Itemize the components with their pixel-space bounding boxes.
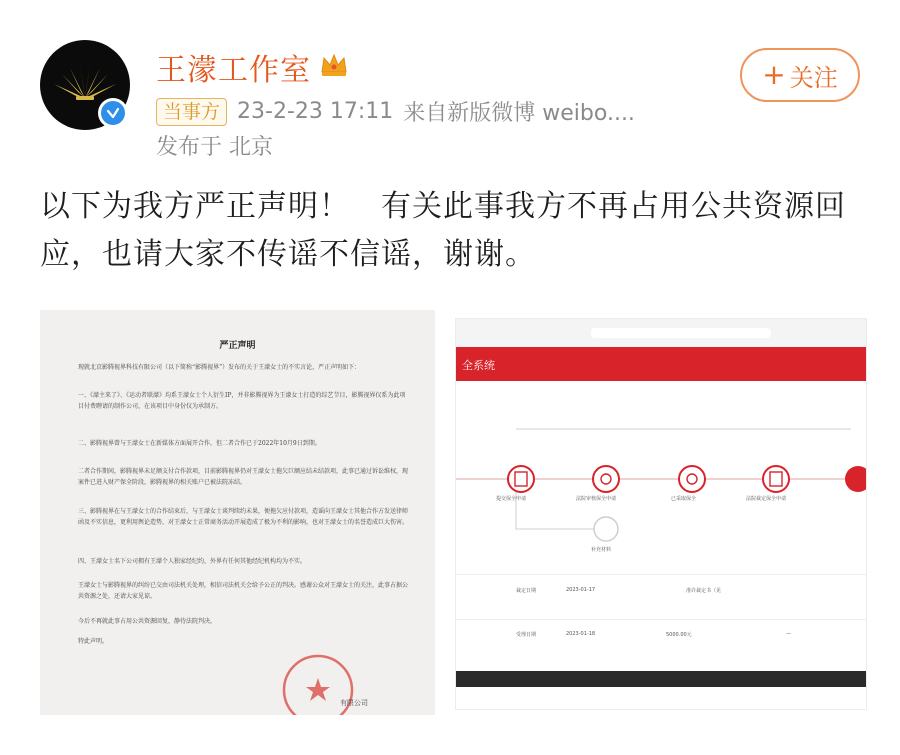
post-meta bbox=[156, 96, 635, 127]
post-timestamp: 23-2-23 17:11 bbox=[237, 99, 394, 124]
post-text: 以下为我方严正声明！ 有关此事我方不再占用公共资源回应，也请大家不传谣不信谣，谢谢。 bbox=[40, 189, 846, 272]
browser-url bbox=[591, 328, 771, 338]
crown-icon bbox=[319, 52, 349, 82]
follow-button-label: 关注 bbox=[789, 63, 838, 92]
browser-url-bar bbox=[456, 319, 866, 347]
statement-paragraph: 王濛女士与影腾视界的纠纷已交由司法机关处理，相信司法机关会给予公正的判决。感谢公众对王濛女士的关注，此事占据公共资源之处，还请大家见谅。 bbox=[78, 582, 409, 600]
verified-badge-icon bbox=[98, 98, 128, 128]
statement-paragraph: 四、王濛女士名下公司拥有王濛个人独家经纪约，外界有任何其他经纪机构均为不实。 bbox=[78, 558, 307, 565]
party-tag: 当事方 bbox=[156, 98, 227, 126]
step-icons bbox=[508, 466, 866, 541]
statement-paragraph: 今后不再就此事占用公共资源回复，静待法院判决。 bbox=[78, 618, 217, 625]
table-cell: 准许裁定书（见 bbox=[686, 588, 722, 594]
account-header bbox=[156, 45, 349, 89]
table-cell: 5000.00元 bbox=[666, 632, 692, 638]
flow-step-label: 法院审核保全申请 bbox=[576, 496, 617, 502]
post-source[interactable]: 来自新版微博 weibo.... bbox=[403, 101, 635, 126]
table-cell: — bbox=[786, 631, 791, 637]
statement-paragraph: 一、《濛主来了》、《运动者联濛》均系王濛女士个人衍生IP，并非影腾视界为王濛女士打造的综艺节目，影腾视界仅系为此项目付费聘请的制作公司，在该项目中身份仅为承制方。 bbox=[78, 392, 406, 410]
flow-step-label: 提交保全申请 bbox=[496, 496, 527, 502]
table-cell: 受理日期 bbox=[516, 632, 537, 638]
statement-signer: 有限公司 bbox=[340, 699, 368, 707]
court-screenshot-image[interactable] bbox=[455, 318, 867, 710]
statement-paragraph: 二、影腾视界曾与王濛女士在新媒体方面展开合作，但二者合作已于2022年10月9日到期。 bbox=[78, 440, 321, 447]
table-cell: 裁定日期 bbox=[516, 588, 537, 594]
flow-step-label: 已采取保全 bbox=[671, 496, 697, 502]
statement-title: 严正声明 bbox=[219, 341, 256, 351]
statement-paragraph: 三、影腾视界在与王濛女士的合作结束后，与王濛女士谈判续约未果，便拖欠应付款项，造谣向王濛女士其他合作方发送律师函及不实信息，更利用舆论造势，对王濛女士正常商务活动开展造成了极为不利的影响，也对王濛女士的名誉造成巨大伤害。 bbox=[78, 508, 409, 526]
process-flow-diagram bbox=[456, 409, 866, 559]
plus-icon: + bbox=[762, 58, 786, 91]
statement-image[interactable] bbox=[40, 310, 435, 715]
site-banner-title: 全系统 bbox=[462, 359, 495, 372]
table-cell: 2023-01-17 bbox=[566, 587, 596, 593]
post-location: 发布于 北京 bbox=[156, 135, 273, 160]
table-cell: 2023-01-18 bbox=[566, 631, 596, 637]
flow-step-label: 法院裁定保全申请 bbox=[746, 496, 787, 502]
statement-paragraph: 现就北京影腾视界科技有限公司（以下简称“影腾视界”）发布的关于王濛女士的不实言论，严正声明如下： bbox=[78, 364, 361, 371]
follow-button[interactable] bbox=[740, 48, 860, 102]
flow-step-label: 补充材料 bbox=[591, 547, 612, 553]
account-name[interactable]: 王濛工作室 bbox=[156, 53, 311, 88]
statement-paragraph: 特此声明。 bbox=[78, 638, 109, 645]
site-banner bbox=[456, 347, 866, 381]
site-footer bbox=[456, 671, 866, 687]
statement-paragraph: 二者合作期间，影腾视界未足额支付合作款项，目前影腾视界仍对王濛女士拖欠巨额应结未结款项，此事已通过诉讼维权，现案件已进入财产保全阶段，影腾视界的相关账户已被法院冻结。 bbox=[78, 468, 409, 486]
